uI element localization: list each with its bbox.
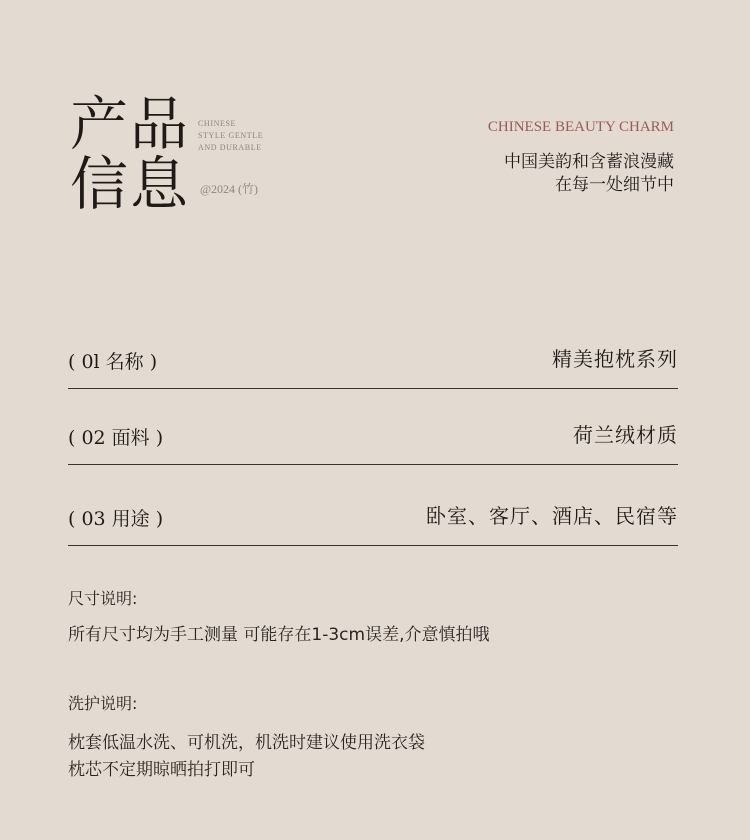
spec-label: ( 0l 名称 ) [68, 351, 158, 373]
care-note-title: 洗护说明: [68, 694, 138, 713]
spec-value: 荷兰绒材质 [573, 423, 678, 447]
care-note-text [68, 730, 425, 784]
english-subtitle-line-3: AND DURABLE [198, 143, 262, 152]
english-subtitle-line-2: STYLE GENTLE [198, 131, 264, 140]
spec-row-name [68, 348, 678, 389]
size-note-text [68, 622, 489, 649]
tagline-line-2: 在每一处细节中 [555, 175, 674, 195]
charm-heading: CHINESE BEAUTY CHARM [487, 119, 674, 135]
page-title [70, 90, 191, 218]
spec-value: 卧室、客厅、酒店、民宿等 [426, 504, 678, 528]
spec-label: ( 02 面料 ) [68, 427, 164, 449]
spec-row-usage [68, 505, 678, 546]
tagline [504, 151, 674, 197]
care-note-line-1: 枕套低温水洗、可机洗，机洗时建议使用洗衣袋 [68, 733, 425, 753]
size-note-line: 所有尺寸均为手工测量 可能存在1-3cm误差,介意慎拍哦 [68, 625, 490, 645]
spec-value: 精美抱枕系列 [552, 347, 678, 371]
tagline-line-1: 中国美韵和含蓄浪漫藏 [504, 152, 674, 172]
care-note-line-2: 枕芯不定期晾晒拍打即可 [68, 760, 255, 780]
english-subtitle [198, 118, 263, 154]
page-title-line-1: 产品 [70, 90, 191, 158]
spec-row-material [68, 424, 678, 465]
english-subtitle-line-1: CHINESE [198, 119, 236, 128]
page-title-line-2: 信息 [70, 150, 191, 218]
spec-label: ( 03 用途 ) [68, 508, 164, 530]
year-label: @2024 (竹) [200, 182, 259, 196]
size-note-title: 尺寸说明: [68, 589, 138, 608]
